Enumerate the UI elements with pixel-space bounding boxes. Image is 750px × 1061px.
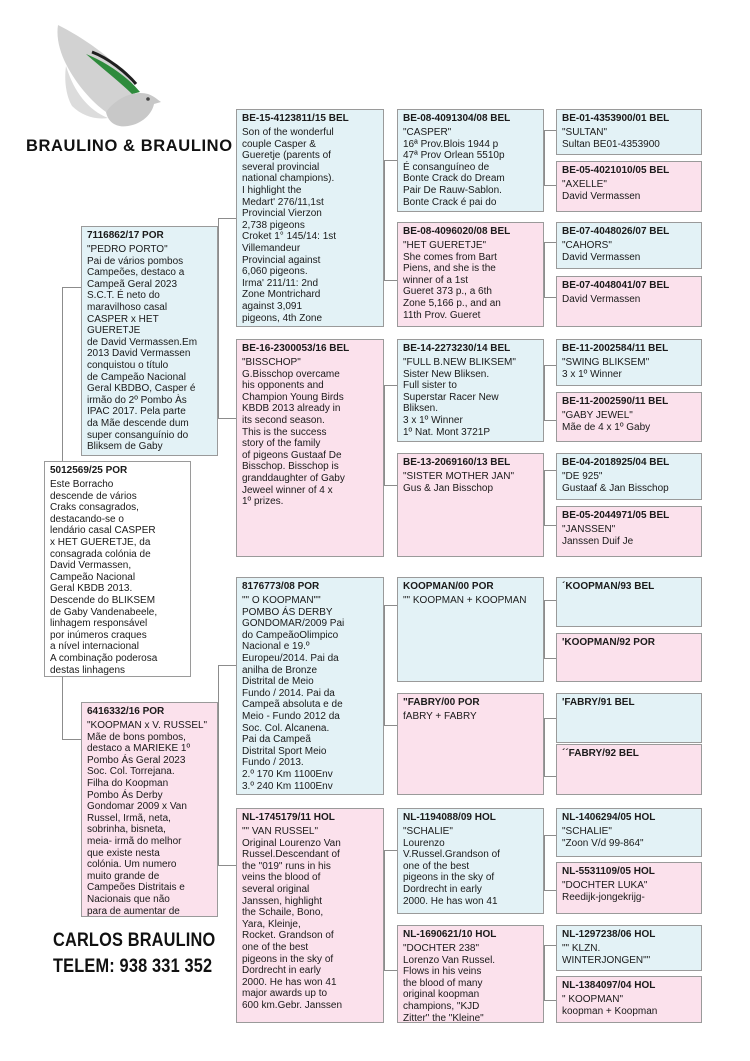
connector-line [384,605,385,725]
bird-description: Son of the wonderful couple Casper & Gueretje (parents of several provincial national champions). I highlight the Medart' 276/11,1st Provincial Vierzon 2,738 pigeons Croket 1° 145/14: 1st Villemandeur Provincial against 6,060 pigeons. Irma' 211/11: 2nd Zone Montrichard against 3,091 pigeons, 4th Zone [242,127,337,324]
bird-description: "CAHORS" David Vermassen [562,240,641,263]
pedigree-gen4-ddsd [556,862,702,914]
bird-description: "DOCHTER LUKA" Reedijk-jongekrijg- [562,880,648,903]
pedigree-dam-dam [236,808,384,1023]
contact-name: CARLOS BRAULINO [53,930,216,951]
pedigree-gen4-ddss [556,808,702,857]
ring-number: NL-1406294/05 HOL [562,812,656,823]
bird-description: "BISSCHOP" G.Bisschop overcame his opponents and Champion Young Birds KBDB 2013 already in its second season. This is the success story of the family of pigeons Gustaaf De Bisschop. Bisschop is granddaughter of Gaby Jeweel winner of 4 x 1º prizes. [242,357,345,508]
pedigree-gen4-sdsd [556,392,702,442]
connector-line [544,945,556,946]
connector-line [544,718,556,719]
bird-description: "SCHALIE" "Zoon V/d 99-864" [562,826,644,849]
bird-description: "" KOOPMAN + KOOPMAN [403,595,527,606]
connector-line [544,365,556,366]
bird-description: "DOCHTER 238" Lorenzo Van Russel. Flows in his veins the blood of many original koopman champions, "KJD Zitter" the "Kleine" [403,943,496,1023]
bird-description: David Vermassen [562,294,641,305]
pedigree-gen3-sss [397,109,544,212]
bird-description: "SWING BLIKSEM" 3 x 1º Winner [562,357,650,380]
bird-description: "HET GUERETJE" She comes from Bart Piens, and she is the winner of a 1st Gueret 373 p., a 6th Zone 5,166 p., and an 11th Prov. Gueret [403,240,501,321]
connector-line [384,850,385,970]
contact-phone: TELEM: 938 331 352 [53,956,213,977]
pedigree-sire-sire [236,109,384,327]
ring-number: 5012569/25 POR [50,465,128,476]
bird-description: " KOOPMAN" koopman + Koopman [562,994,658,1017]
ring-number: BE-05-2044971/05 BEL [562,510,670,521]
ring-number: BE-13-2069160/13 BEL [403,457,511,468]
pedigree-gen4-dsss [556,577,702,627]
pedigree-gen4-ssdd [556,276,702,327]
pedigree-gen3-sdd [397,453,544,557]
ring-number: 7116862/17 POR [87,230,164,241]
connector-line [218,418,236,419]
bird-description: "CASPER" 16ª Prov.Blois 1944 p 47ª Prov Orlean 5510p É consanguíneo de Bonte Crack do Dream Pair De Rauw-Sablon. Bonte Crack é pai do [403,127,505,208]
ring-number: BE-16-2300053/16 BEL [242,343,350,354]
ring-number: NL-1194088/09 HOL [403,812,496,823]
ring-number: NL-1384097/04 HOL [562,980,656,991]
connector-line [544,600,545,658]
connector-line [544,835,545,890]
connector-line [544,470,556,471]
bird-description: "JANSSEN" Janssen Duif Je [562,524,634,547]
ring-number: BE-11-2002584/11 BEL [562,343,669,354]
pedigree-gen4-ddds [556,925,702,971]
connector-line [544,297,556,298]
connector-line [384,385,385,485]
brand-name: BRAULINO & BRAULINO [26,137,233,155]
bird-description: "FULL B.NEW BLIKSEM" Sister New Bliksen. Full sister to Superstar Racer New Bliksen. 3 x 1º Winner 1º Nat. Mont 3721P [403,357,516,438]
ring-number: 6416332/16 POR [87,706,165,717]
ring-number: BE-14-2273230/14 BEL [403,343,511,354]
bird-description: "SCHALIE" Lourenzo V.Russel.Grandson of one of the best pigeons in the sky of Dordrecht in early 2000. He has won 41 [403,826,500,907]
ring-number: NL-1297238/06 HOL [562,929,656,940]
bird-description: "DE 925" Gustaaf & Jan Bisschop [562,471,669,494]
ring-number: 'FABRY/91 BEL [562,697,635,708]
ring-number: BE-01-4353900/01 BEL [562,113,670,124]
connector-line [218,665,236,666]
ring-number: BE-07-4048041/07 BEL [562,280,670,291]
connector-line [218,665,219,865]
connector-line [384,605,398,606]
connector-line [384,970,398,971]
dove-logo [36,22,166,134]
ring-number: KOOPMAN/00 POR [403,581,494,592]
pedigree-gen3-sds [397,339,544,442]
bird-description: Este Borracho descende de vários Craks consagrados, destacando-se o lendário casal CASPER x HET GUERETJE, da consagrada colónia de David Vermassen, Campeão Nacional Geral KBDB 2013. Descende do BLIKSEM de Gaby Vandenabeele, linhagem responsável por inúmeros craques a nível internacional A combinação poderosa destas linhagens [50,479,158,676]
connector-line [544,365,545,420]
connector-line [384,725,398,726]
connector-line [544,835,556,836]
connector-line [218,865,236,866]
pedigree-gen4-ssds [556,222,702,269]
ring-number: 'KOOPMAN/92 POR [562,637,655,648]
connector-line [544,525,556,526]
bird-description: "" VAN RUSSEL" Original Lourenzo Van Russel.Descendant of the "019" runs in his veins the blood of several original Janssen, highlight the Schaile, Bono, Yara, Kleinje, Rocket. Grandson of one of the best pigeons in the sky of Dordrecht in early 2000. He has won 41 major awards up to 600 km.Gebr. Janssen [242,826,343,1011]
ring-number: BE-04-2018925/04 BEL [562,457,670,468]
connector-line [384,280,398,281]
pedigree-subject [44,461,191,677]
connector-line [544,1000,556,1001]
connector-line [384,850,398,851]
connector-line [384,160,398,161]
ring-number: NL-1745179/11 HOL [242,812,335,823]
connector-line [62,287,63,462]
ring-number: BE-07-4048026/07 BEL [562,226,670,237]
bird-description: "SULTAN" Sultan BE01-4353900 [562,127,660,150]
connector-line [384,160,385,280]
pedigree-gen3-dsd [397,693,544,795]
bird-description: "" O KOOPMAN"" POMBO ÁS DERBY GONDOMAR/2009 Pai do CampeãoOlimpico Nacional e 19.º Europeu/2014. Pai da anilha de Bronze Distrital de Meio Fundo / 2014. Pai da Campeã absoluta e de Meio - Fundo 2012 da Soc. Col. Alcanena. Pai da Campeã Distrital Sport Meio Fundo / 2013. 2.º 170 Km 1100Env 3.º 240 Km 1100Env [242,595,345,792]
connector-line [62,677,63,739]
pedigree-dam-sire [236,577,384,795]
connector-line [384,385,398,386]
connector-line [544,470,545,525]
pedigree-gen4-dsds [556,693,702,743]
ring-number: ´´FABRY/92 BEL [562,748,639,759]
connector-line [544,420,556,421]
bird-description: "AXELLE" David Vermassen [562,179,641,202]
pedigree-gen3-ssd [397,222,544,327]
pedigree-gen4-sdss [556,339,702,386]
connector-line [544,776,556,777]
ring-number: 8176773/08 POR [242,581,320,592]
connector-line [544,242,556,243]
pedigree-gen4-dsdd [556,744,702,795]
connector-line [218,218,236,219]
connector-line [544,658,556,659]
bird-description: "SISTER MOTHER JAN" Gus & Jan Bisschop [403,471,514,494]
pedigree-gen4-ssss [556,109,702,155]
pedigree-gen3-dds [397,808,544,914]
bird-description: "PEDRO PORTO" Pai de vários pombos Campeões, destaco a Campeã Geral 2023 S.C.T. É neto do maravilhoso casal CASPER x HET GUERETJE de David Vermassen.Em 2013 David Vermassen conquistou o título de Campeão Nacional Geral KBDBO, Casper é irmão do 2º Pombo Às IPAC 2017. Pela parte da Mãe descende dum super consanguínio do Bliksem de Gaby [87,244,198,453]
pedigree-gen4-dssd [556,633,702,682]
ring-number: BE-11-2002590/11 BEL [562,396,669,407]
connector-line [544,718,545,776]
ring-number: BE-05-4021010/05 BEL [562,165,670,176]
pedigree-sire-dam [236,339,384,557]
bird-description: "" KLZN. WINTERJONGEN"" [562,943,651,966]
connector-line [544,130,556,131]
ring-number: BE-08-4091304/08 BEL [403,113,511,124]
bird-description: "GABY JEWEL" Mãe de 4 x 1º Gaby [562,410,651,433]
connector-line [544,890,556,891]
ring-number: NL-5531109/05 HOL [562,866,655,877]
pedigree-gen4-sddd [556,506,702,557]
pedigree-gen4-sssd [556,161,702,212]
pedigree-gen3-dss [397,577,544,682]
ring-number: ´KOOPMAN/93 BEL [562,581,655,592]
ring-number: "FABRY/00 POR [403,697,480,708]
pedigree-gen4-sdds [556,453,702,500]
connector-line [544,242,545,297]
connector-line [218,218,219,418]
connector-line [544,130,545,185]
connector-line [384,485,398,486]
ring-number: BE-15-4123811/15 BEL [242,113,349,124]
ring-number: NL-1690621/10 HOL [403,929,497,940]
bird-description: "KOOPMAN x V. RUSSEL" Mãe de bons pombos, destaco a MARIEKE 1º Pombo Ás Geral 2023 Soc. Col. Torrejana. Filha do Koopman Pombo Ás Derby Gondomar 2009 x Van Russel, Irmã, neta, sobrinha, bisneta, meia- irmã do melhor que existe nesta colónia. Um numero muito grande de Campeões Distritais e Nacionais que não para de aumentar de [87,720,208,917]
pedigree-gen3-ddd [397,925,544,1023]
pedigree-sire [81,226,218,456]
pedigree-gen4-dddd [556,976,702,1023]
connector-line [544,600,556,601]
ring-number: BE-08-4096020/08 BEL [403,226,511,237]
pedigree-dam [81,702,218,917]
bird-description: fABRY + FABRY [403,711,477,722]
connector-line [544,185,556,186]
connector-line [544,945,545,1000]
